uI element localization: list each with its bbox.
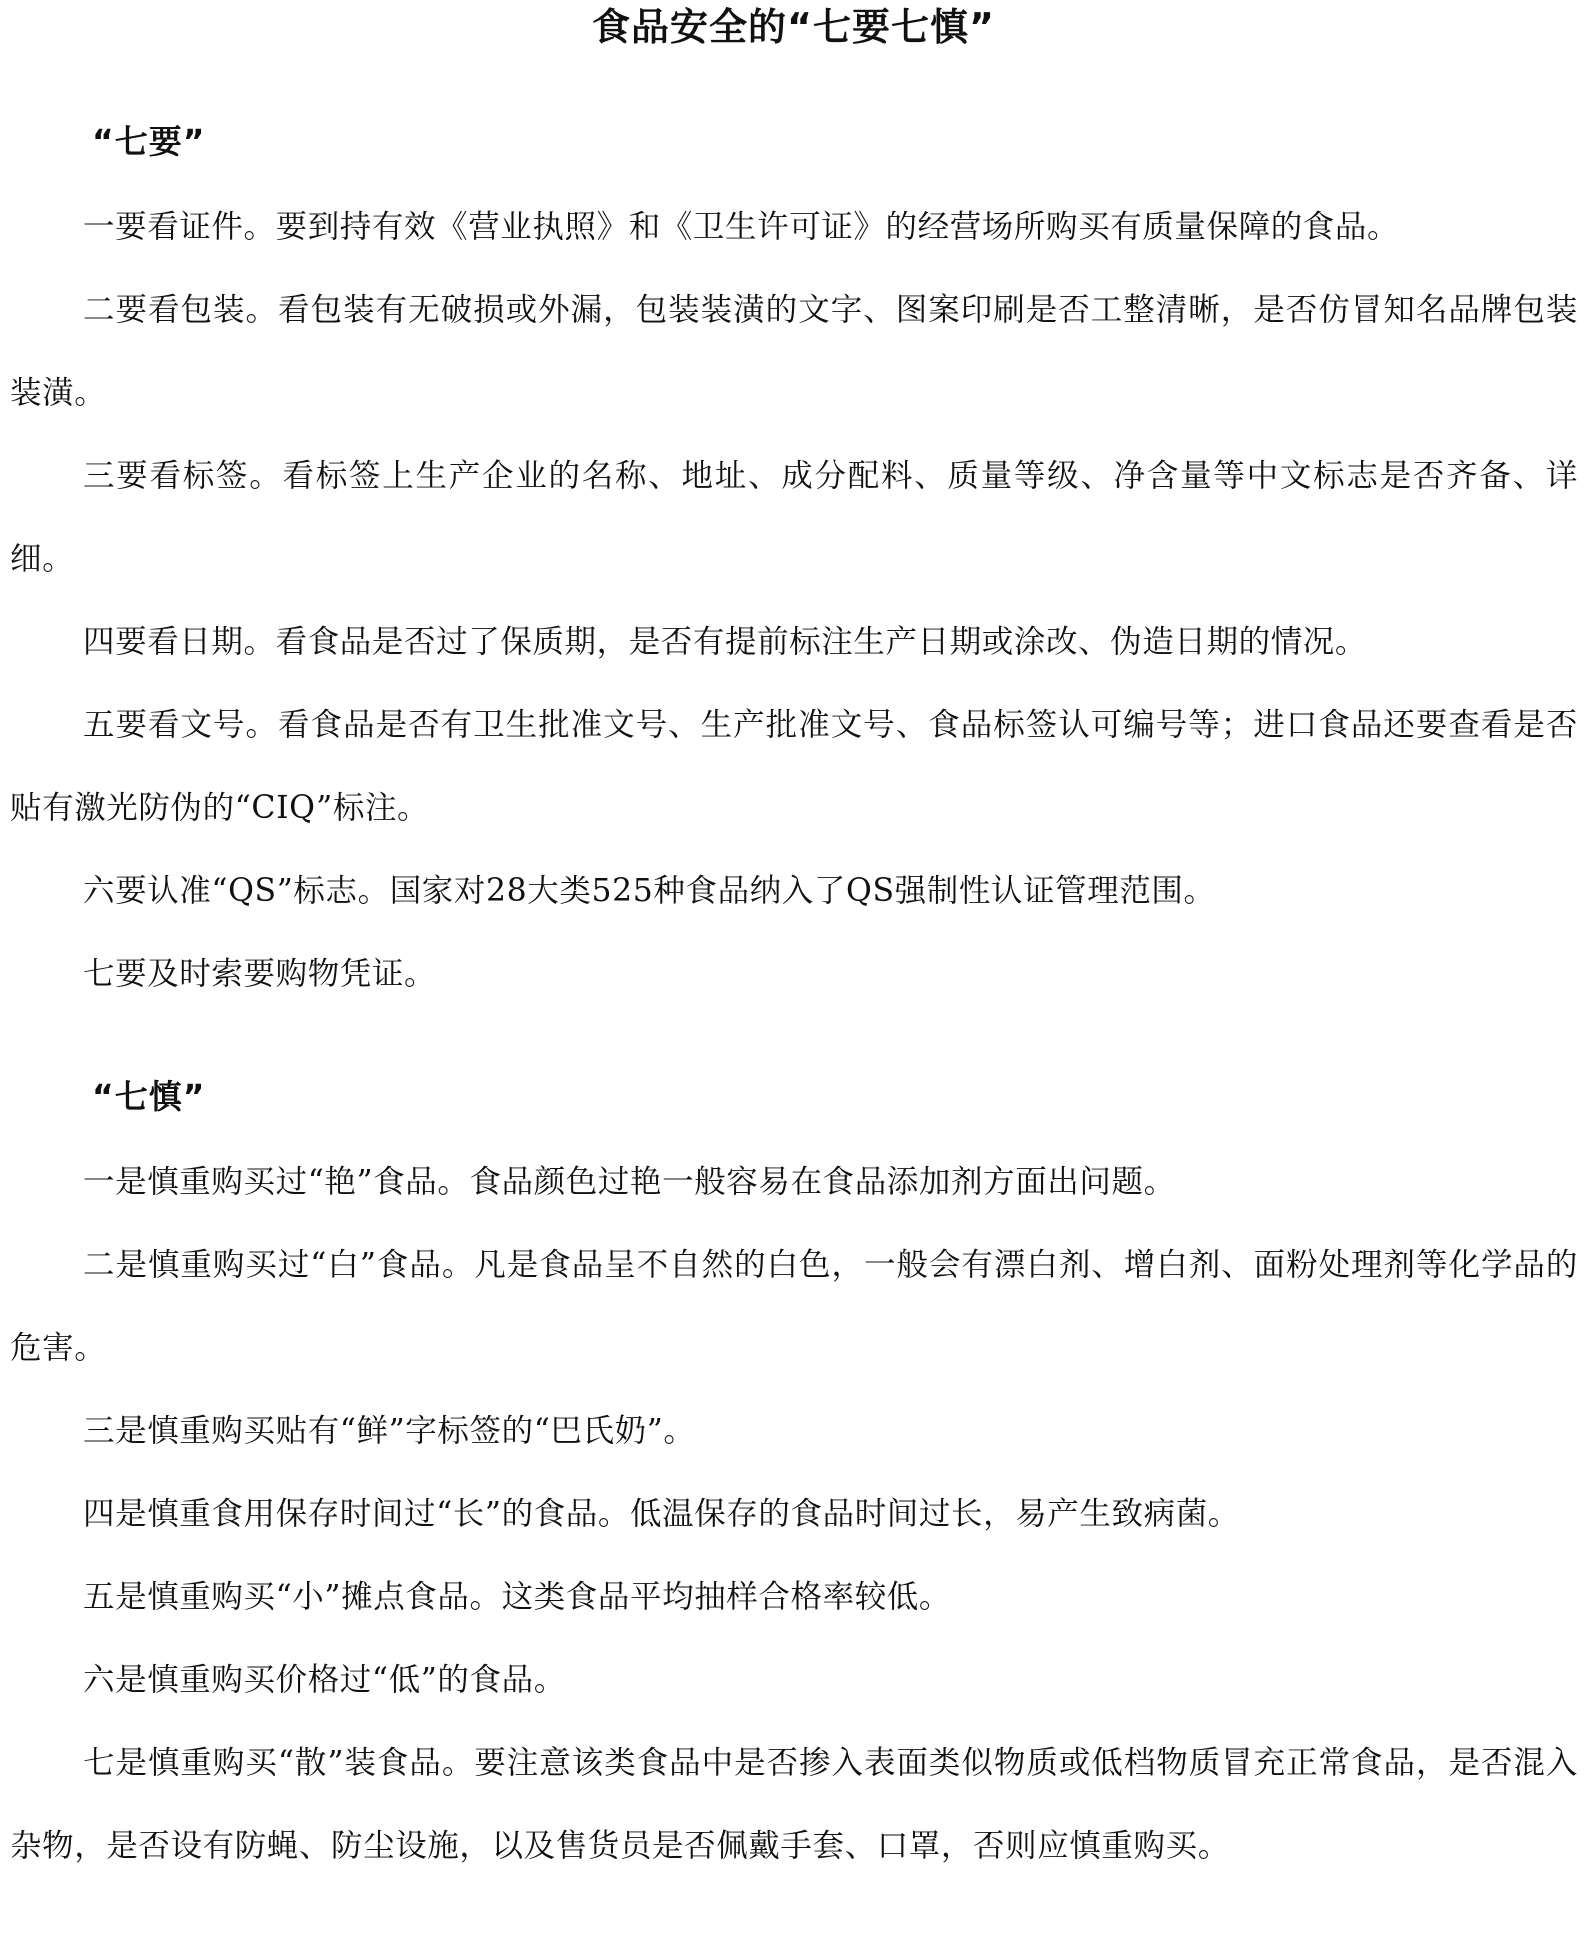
paragraph-must-2: 二要看包装。看包装有无破损或外漏，包装装潢的文字、图案印刷是否工整清晰，是否仿冒知名品牌包装装潢。: [10, 292, 1578, 411]
paragraph-must-1: 一要看证件。要到持有效《营业执照》和《卫生许可证》的经营场所购买有质量保障的食品。: [83, 209, 1400, 245]
paragraph-must-3: 三要看标签。看标签上生产企业的名称、地址、成分配料、质量等级、净含量等中文标志是否齐备、详细。: [10, 458, 1578, 577]
paragraph-caution-1: 一是慎重购买过“艳”食品。食品颜色过艳一般容易在食品添加剂方面出问题。: [83, 1164, 1176, 1200]
paragraph-must-5: 五要看文号。看食品是否有卫生批准文号、生产批准文号、食品标签认可编号等；进口食品还要查看是否贴有激光防伪的“CIQ”标注。: [10, 707, 1578, 826]
paragraph-caution-2: 二是慎重购买过“白”食品。凡是食品呈不自然的白色，一般会有漂白剂、增白剂、面粉处理剂等化学品的危害。: [10, 1247, 1578, 1366]
paragraph-must-6: 六要认准“QS”标志。国家对28大类525种食品纳入了QS强制性认证管理范围。: [83, 873, 1216, 909]
paragraph-must-4: 四要看日期。看食品是否过了保质期，是否有提前标注生产日期或涂改、伪造日期的情况。: [83, 624, 1368, 660]
section-heading-seven-musts: “七要”: [92, 122, 206, 161]
paragraph-caution-7: 七是慎重购买“散”装食品。要注意该类食品中是否掺入表面类似物质或低档物质冒充正常食品，是否混入杂物，是否设有防蝇、防尘设施，以及售货员是否佩戴手套、口罩，否则应慎重购买。: [10, 1745, 1578, 1864]
section-heading-seven-cautions: “七慎”: [92, 1077, 206, 1116]
paragraph-caution-4: 四是慎重食用保存时间过“长”的食品。低温保存的食品时间过长，易产生致病菌。: [83, 1496, 1240, 1532]
paragraph-must-7: 七要及时索要购物凭证。: [83, 956, 437, 992]
document-title: 食品安全的“七要七慎”: [592, 5, 995, 49]
paragraph-caution-5: 五是慎重购买“小”摊点食品。这类食品平均抽样合格率较低。: [83, 1579, 952, 1615]
paragraph-caution-6: 六是慎重购买价格过“低”的食品。: [83, 1662, 566, 1698]
paragraph-caution-3: 三是慎重购买贴有“鲜”字标签的“巴氏奶”。: [83, 1413, 696, 1449]
